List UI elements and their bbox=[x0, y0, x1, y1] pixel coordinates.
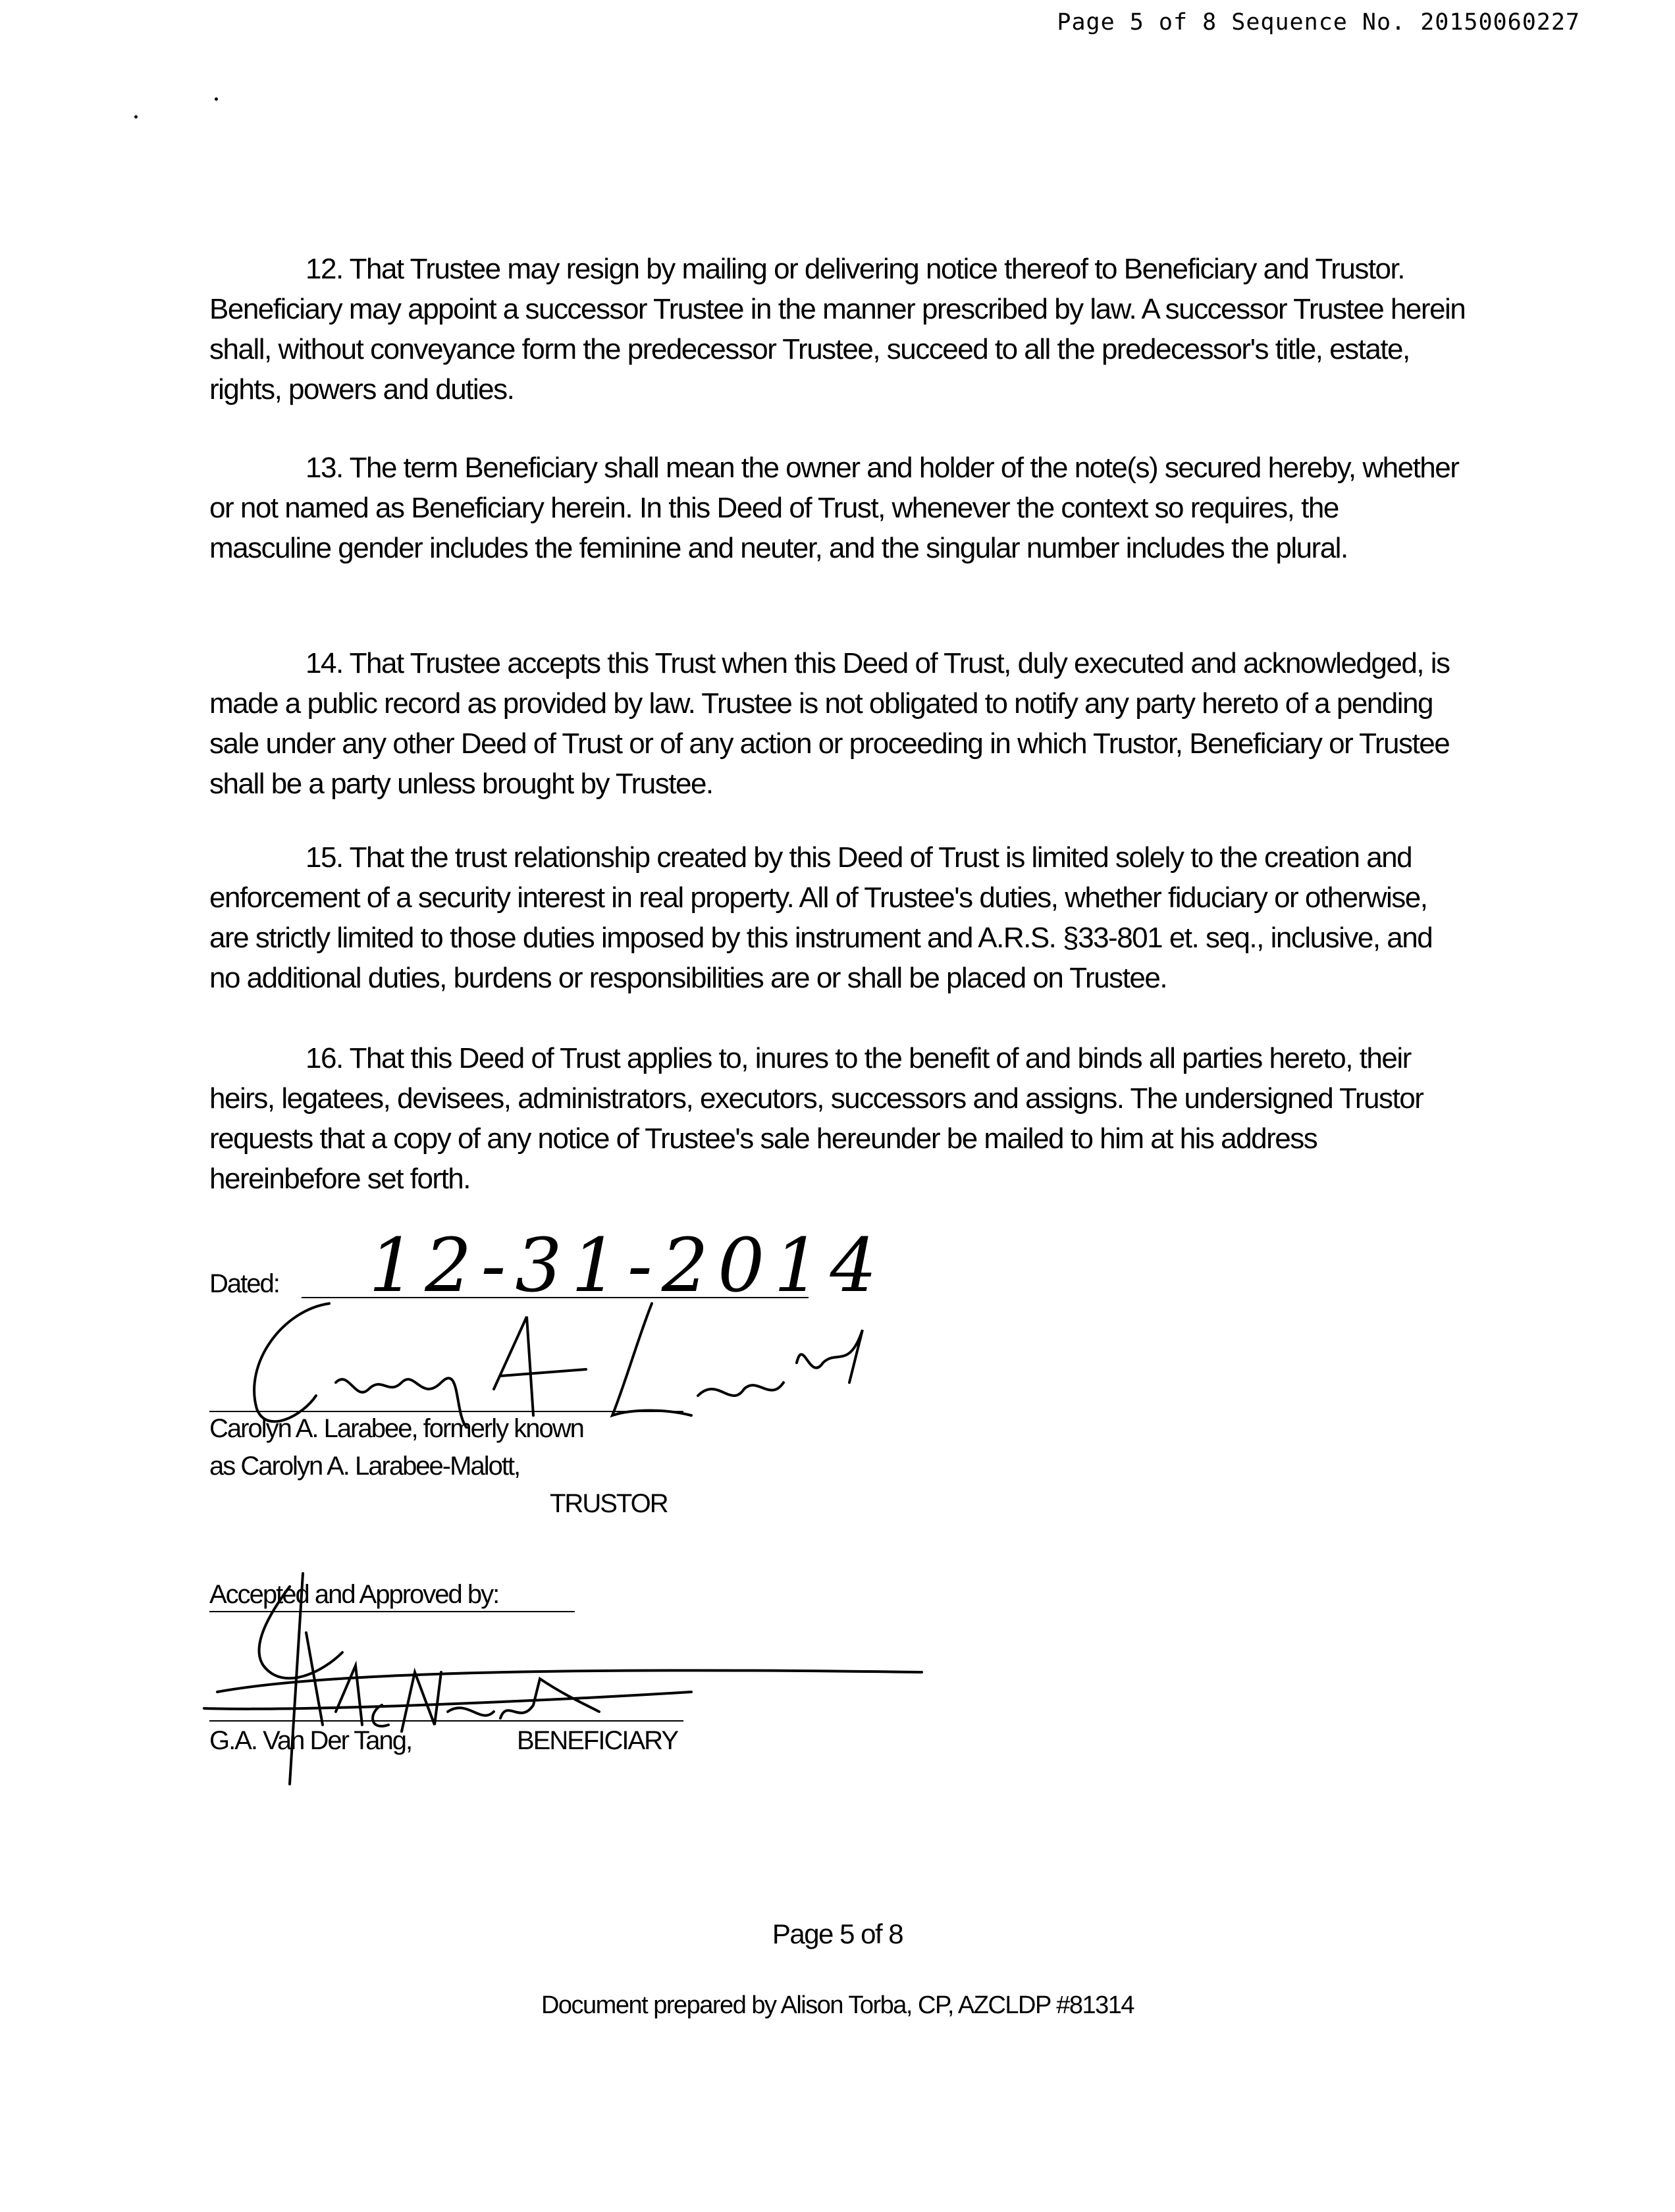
beneficiary-signature-scribble bbox=[191, 1560, 935, 1797]
accepted-approved-label: Accepted and Approved by: bbox=[209, 1580, 499, 1609]
trustor-name-line1: Carolyn A. Larabee, formerly known bbox=[209, 1414, 583, 1443]
paragraph-number: 15. bbox=[306, 841, 343, 874]
footer-prepared-by: Document prepared by Alison Torba, CP, AZCLDP #81314 bbox=[541, 1991, 1134, 2019]
beneficiary-role: BENEFICIARY bbox=[517, 1726, 678, 1755]
dated-label: Dated: bbox=[209, 1269, 279, 1298]
footer-page-number: Page 5 of 8 bbox=[772, 1918, 903, 1949]
paragraph-15 bbox=[209, 837, 1467, 998]
paragraph-number: 12. bbox=[306, 253, 343, 285]
paragraph-text: That the trust relationship created by this Deed of Trust is limited solely to the creation and enforcement of a security interest in real property. All of Trustee's duties, whether fiduciary or otherwise, are strictly limited to those duties imposed by this instrument and A.R.S. §33-801 et. seq., inclusive, and no additional duties, burdens or responsibilities are or shall be placed on Trustee. bbox=[209, 841, 1433, 994]
paragraph-number: 16. bbox=[306, 1042, 343, 1074]
trustor-signature-line bbox=[209, 1411, 683, 1412]
handwritten-date: 12-31-2014 bbox=[369, 1223, 886, 1309]
paragraph-number: 14. bbox=[306, 647, 343, 679]
paragraph-text: That Trustee accepts this Trust when this Deed of Trust, duly executed and acknowledged, is made a public record as provided by law. Trustee is not obligated to notify any party hereto of a pending sale under any other Deed of Trust or of any action or proceeding in which Trustor, Beneficiary or Trustee shall be a party unless brought by Trustee. bbox=[209, 647, 1450, 800]
beneficiary-name: G.A. Van Der Tang, bbox=[209, 1726, 412, 1755]
paragraph-text: That this Deed of Trust applies to, inures to the benefit of and binds all parties hereto, their heirs, legatees, devisees, administrators, executors, successors and assigns. The undersigned Trustor requests that a copy of any notice of Trustee's sale hereunder be mailed to him at his address hereinbefore set forth. bbox=[209, 1042, 1423, 1195]
paragraph-text: The term Beneficiary shall mean the owner and holder of the note(s) secured hereby, whether or not named as Beneficiary herein. In this Deed of Trust, whenever the context so requires, the masculine gender includes the feminine and neuter, and the singular number includes the plural. bbox=[209, 452, 1459, 564]
scan-speck bbox=[215, 97, 218, 101]
page-header-sequence: Page 5 of 8 Sequence No. 20150060227 bbox=[1057, 9, 1580, 36]
trustor-role: TRUSTOR bbox=[550, 1489, 668, 1518]
paragraph-12 bbox=[209, 249, 1467, 409]
scan-speck bbox=[134, 115, 138, 118]
paragraph-14 bbox=[209, 643, 1467, 804]
trustor-signature-scribble bbox=[217, 1284, 876, 1429]
beneficiary-signature-line bbox=[209, 1720, 683, 1722]
paragraph-13 bbox=[209, 448, 1467, 568]
paragraph-number: 13. bbox=[306, 452, 343, 484]
trustor-name-line2: as Carolyn A. Larabee-Malott, bbox=[209, 1452, 520, 1481]
paragraph-16 bbox=[209, 1038, 1467, 1199]
paragraph-text: That Trustee may resign by mailing or delivering notice thereof to Beneficiary and Trustor. Beneficiary may appoint a successor Trustee in the manner prescribed by law. A successor Trustee herein shall, without conveyance form the predecessor Trustee, succeed to all the predecessor's title, estate, rights, powers and duties. bbox=[209, 253, 1466, 406]
